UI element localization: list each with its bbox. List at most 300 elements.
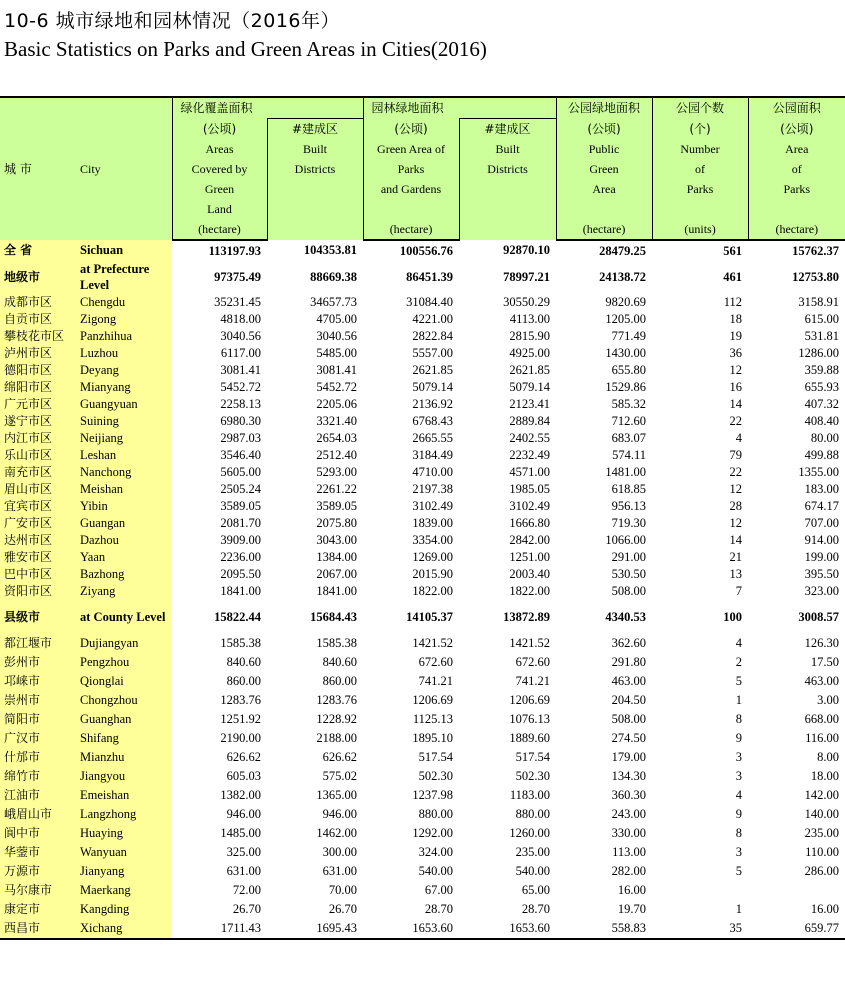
park-green-value: 67.00	[424, 882, 454, 897]
table-row	[0, 824, 845, 843]
green-cover-value: 35231.45	[214, 294, 261, 309]
public-green-value: 530.50	[611, 566, 647, 581]
header-park-area-en1: Area	[748, 139, 845, 159]
table-row	[0, 311, 845, 328]
table-row	[0, 498, 845, 515]
park-green-value: 3102.49	[412, 498, 454, 513]
num-parks-value: 18	[729, 311, 743, 326]
city-name-en: Pengzhou	[74, 653, 172, 672]
num-parks-value: 14	[729, 532, 743, 547]
green-cover-value: 2081.70	[220, 515, 261, 530]
header-green-cover-en1: Areas	[172, 139, 267, 159]
city-name-en: Chongzhou	[74, 691, 172, 710]
park-area-value: 655.93	[804, 379, 840, 394]
park-green-built-value: 1076.13	[509, 711, 551, 726]
num-parks-value: 13	[729, 566, 743, 581]
public-green-value: 712.60	[611, 413, 647, 428]
header-city-en: City	[74, 97, 172, 240]
park-area-value: 395.50	[804, 566, 840, 581]
park-green-built-value: 92870.10	[503, 243, 551, 257]
green-cover-value: 626.62	[226, 749, 261, 764]
green-cover-built-value: 3081.41	[316, 362, 358, 377]
header-num-parks-en3: Parks	[652, 179, 748, 199]
park-green-value: 502.30	[418, 768, 454, 783]
park-area-value: 286.00	[804, 863, 840, 878]
table-row	[0, 515, 845, 532]
green-cover-value: 15822.44	[214, 609, 261, 624]
header-green-cover-en4: Land	[172, 199, 267, 219]
num-parks-value: 12	[729, 362, 743, 377]
public-green-value: 28479.25	[599, 243, 647, 258]
park-green-built-value: 741.21	[515, 673, 551, 688]
city-name-cn: 德阳市区	[0, 362, 74, 379]
green-cover-built-value: 626.62	[322, 749, 358, 764]
num-parks-value: 4	[735, 635, 743, 650]
green-cover-built-value: 1228.92	[316, 711, 358, 726]
green-cover-built-value: 631.00	[322, 863, 358, 878]
park-area-value: 3.00	[817, 692, 840, 707]
green-cover-value: 1382.00	[220, 787, 261, 802]
header-green-cover-en3: Green	[172, 179, 267, 199]
green-cover-built-value: 1283.76	[316, 692, 358, 707]
table-row	[0, 362, 845, 379]
park-green-built-value: 502.30	[515, 768, 551, 783]
city-name-en: Mianzhu	[74, 748, 172, 767]
green-cover-built-value: 88669.38	[310, 269, 358, 284]
header-num-parks-en1: Number	[652, 139, 748, 159]
header-green-cover-unit-en: (hectare)	[172, 219, 267, 240]
city-name-cn: 泸州市区	[0, 345, 74, 362]
city-name-en: Ziyang	[74, 583, 172, 600]
park-area-value: 235.00	[804, 825, 840, 840]
header-num-parks-cn: 公园个数	[652, 97, 748, 119]
park-green-value: 540.00	[418, 863, 454, 878]
city-name-cn: 广安市区	[0, 515, 74, 532]
city-name-en: Luzhou	[74, 345, 172, 362]
park-green-value: 1822.00	[412, 583, 454, 598]
green-cover-value: 3081.41	[220, 362, 261, 377]
park-green-value: 2136.92	[412, 396, 454, 411]
park-green-value: 1292.00	[412, 825, 454, 840]
header-num-parks-unit-en: (units)	[652, 219, 748, 240]
public-green-value: 508.00	[611, 711, 647, 726]
num-parks-value: 28	[729, 498, 743, 513]
header-park-green-en3: and Gardens	[363, 179, 459, 199]
green-cover-built-value: 300.00	[322, 844, 358, 859]
park-green-built-value: 2815.90	[509, 328, 551, 343]
city-name-en: Mianyang	[74, 379, 172, 396]
num-parks-value: 5	[735, 673, 743, 688]
header-city-cn: 城 市	[0, 97, 74, 240]
city-name-en: Yaan	[74, 549, 172, 566]
park-green-built-value: 2842.00	[509, 532, 551, 547]
num-parks-value: 2	[735, 654, 743, 669]
park-green-built-value: 28.70	[521, 901, 551, 916]
header-num-parks-en2: of	[652, 159, 748, 179]
num-parks-value: 12	[729, 515, 743, 530]
header-public-green-en3: Area	[556, 179, 652, 199]
num-parks-value: 1	[735, 692, 743, 707]
table-row	[0, 600, 845, 634]
city-name-cn: 内江市区	[0, 430, 74, 447]
city-name-en: Meishan	[74, 481, 172, 498]
green-cover-value: 1711.43	[172, 919, 267, 939]
city-name-en: Jiangyou	[74, 767, 172, 786]
public-green-value: 1066.00	[605, 532, 647, 547]
city-name-en: Sichuan	[74, 240, 172, 260]
public-green-value: 16.00	[617, 882, 647, 897]
park-green-built-value: 4571.00	[509, 464, 551, 479]
park-green-value: 324.00	[418, 844, 454, 859]
city-name-cn: 绵竹市	[0, 767, 74, 786]
public-green-value: 291.00	[611, 549, 647, 564]
public-green-value: 719.30	[611, 515, 647, 530]
num-parks-value: 4	[735, 787, 743, 802]
table-row	[0, 240, 845, 260]
public-green-value: 282.00	[611, 863, 647, 878]
park-green-built-value: 1822.00	[509, 583, 551, 598]
table-row	[0, 786, 845, 805]
green-cover-value: 1283.76	[220, 692, 261, 707]
green-cover-built-value: 2188.00	[316, 730, 358, 745]
city-name-cn: 什邡市	[0, 748, 74, 767]
header-park-green-en2: Parks	[363, 159, 459, 179]
public-green-value: 360.30	[611, 787, 647, 802]
park-green-built-value: 65.00	[521, 882, 551, 897]
park-area-value: 199.00	[804, 549, 840, 564]
city-name-cn: 峨眉山市	[0, 805, 74, 824]
num-parks-value: 7	[735, 583, 743, 598]
green-cover-built-value: 1365.00	[316, 787, 358, 802]
park-green-value: 28.70	[424, 901, 454, 916]
city-name-cn: 康定市	[0, 900, 74, 919]
table-row	[0, 805, 845, 824]
header-park-green-cn: 园林绿地面积	[363, 97, 556, 119]
green-cover-value: 5452.72	[220, 379, 261, 394]
num-parks-value: 8	[735, 711, 743, 726]
table-row	[0, 767, 845, 786]
park-area-value: 499.88	[804, 447, 840, 462]
park-green-value: 1206.69	[412, 692, 454, 707]
statistics-table	[0, 96, 845, 940]
green-cover-built-value: 840.60	[322, 654, 358, 669]
park-green-built-value: 517.54	[515, 749, 551, 764]
park-green-built-value: 1666.80	[509, 515, 551, 530]
green-cover-value: 3040.56	[220, 328, 261, 343]
green-cover-value: 2236.00	[220, 549, 261, 564]
header-public-green-en1: Public	[556, 139, 652, 159]
header-built2: #建成区 Built Districts	[459, 119, 556, 240]
city-name-cn: 达州市区	[0, 532, 74, 549]
public-green-value: 4340.53	[605, 609, 647, 624]
city-name-cn: 西昌市	[0, 919, 74, 939]
park-green-built-value: 1421.52	[509, 635, 551, 650]
num-parks-value: 9	[735, 806, 743, 821]
header-park-area-cn: 公园面积	[748, 97, 845, 119]
table-row	[0, 653, 845, 672]
num-parks-value	[652, 881, 748, 900]
header-public-green-en2: Green	[556, 159, 652, 179]
park-green-built-value: 2889.84	[509, 413, 551, 428]
park-green-built-value: 2232.49	[509, 447, 551, 462]
city-name-cn: 简阳市	[0, 710, 74, 729]
public-green-value: 1205.00	[605, 311, 647, 326]
green-cover-built-value: 5452.72	[316, 379, 358, 394]
header-green-cover-en2: Covered by	[172, 159, 267, 179]
public-green-value: 956.13	[611, 498, 647, 513]
city-name-en: Guanghan	[74, 710, 172, 729]
city-name-en: Suining	[74, 413, 172, 430]
table-row	[0, 447, 845, 464]
city-name-cn: 成都市区	[0, 294, 74, 311]
header-park-area-unit: (公顷)	[748, 119, 845, 139]
park-area-value: 110.00	[805, 844, 840, 859]
public-green-value: 508.00	[611, 583, 647, 598]
park-green-built-value: 78997.21	[503, 269, 551, 284]
park-area-value: 183.00	[804, 481, 840, 496]
city-name-cn: 巴中市区	[0, 566, 74, 583]
table-row	[0, 464, 845, 481]
city-name-cn: 宜宾市区	[0, 498, 74, 515]
green-cover-built-value: 3589.05	[316, 498, 358, 513]
green-cover-value: 2190.00	[220, 730, 261, 745]
park-green-value: 880.00	[418, 806, 454, 821]
city-name-en: Emeishan	[74, 786, 172, 805]
green-cover-built-value: 3040.56	[316, 328, 358, 343]
park-green-value: 1421.52	[412, 635, 454, 650]
city-name-cn: 全 省	[0, 240, 74, 260]
public-green-value: 463.00	[611, 673, 647, 688]
city-name-cn: 邛崃市	[0, 672, 74, 691]
park-green-value: 14105.37	[406, 609, 454, 624]
park-area-value: 17.50	[810, 654, 840, 669]
park-green-value: 2822.84	[412, 328, 454, 343]
green-cover-value: 1485.00	[220, 825, 261, 840]
city-name-en: Dazhou	[74, 532, 172, 549]
green-cover-built-value: 1585.38	[316, 635, 358, 650]
city-name-en: Deyang	[74, 362, 172, 379]
city-name-cn: 资阳市区	[0, 583, 74, 600]
city-name-cn: 阆中市	[0, 824, 74, 843]
green-cover-value: 840.60	[226, 654, 261, 669]
city-name-cn: 攀枝花市区	[0, 328, 74, 345]
park-green-built-value: 30550.29	[503, 294, 551, 309]
city-name-en: Langzhong	[74, 805, 172, 824]
public-green-value: 134.30	[611, 768, 647, 783]
city-name-en: Neijiang	[74, 430, 172, 447]
page-title-cn: 10-6 城市绿地和园林情况（2016年）	[4, 10, 341, 32]
table-row	[0, 328, 845, 345]
green-cover-value: 2258.13	[220, 396, 261, 411]
park-green-built-value: 235.00	[515, 844, 551, 859]
public-green-value: 274.50	[611, 730, 647, 745]
park-green-value: 2015.90	[412, 566, 454, 581]
park-area-value: 407.32	[804, 396, 840, 411]
city-name-cn: 雅安市区	[0, 549, 74, 566]
green-cover-built-value: 1384.00	[316, 549, 358, 564]
city-name-en: Kangding	[74, 900, 172, 919]
green-cover-value: 3909.00	[220, 532, 261, 547]
park-green-built-value: 4113.00	[509, 311, 551, 326]
header-park-area-en2: of	[748, 159, 845, 179]
city-name-cn: 绵阳市区	[0, 379, 74, 396]
park-green-built-value: 1653.60	[459, 919, 556, 939]
park-area-value: 12753.80	[792, 269, 840, 284]
num-parks-value: 461	[723, 269, 743, 284]
header-green-cover-cn: 绿化覆盖面积	[172, 97, 363, 119]
park-green-built-value: 1183.00	[509, 787, 551, 802]
public-green-value: 1430.00	[605, 345, 647, 360]
city-name-cn: 地级市	[0, 260, 74, 294]
green-cover-value: 946.00	[226, 806, 261, 821]
park-area-value: 3008.57	[798, 609, 840, 624]
park-green-built-value: 540.00	[515, 863, 551, 878]
green-cover-value: 631.00	[226, 863, 261, 878]
public-green-value: 291.80	[611, 654, 647, 669]
park-green-built-value: 1251.00	[509, 549, 551, 564]
green-cover-value: 2095.50	[220, 566, 261, 581]
city-name-en: Nanchong	[74, 464, 172, 481]
num-parks-value: 22	[729, 464, 743, 479]
city-name-cn: 广汉市	[0, 729, 74, 748]
park-area-value: 463.00	[804, 673, 840, 688]
header-park-area-en3: Parks	[748, 179, 845, 199]
park-green-built-value: 4925.00	[509, 345, 551, 360]
park-green-value: 5557.00	[412, 345, 454, 360]
green-cover-built-value: 4705.00	[316, 311, 358, 326]
park-area-value: 1286.00	[798, 345, 840, 360]
green-cover-built-value: 3321.40	[316, 413, 358, 428]
park-area-value: 408.40	[804, 413, 840, 428]
park-green-value: 672.60	[418, 654, 454, 669]
num-parks-value: 14	[729, 396, 743, 411]
park-green-value: 31084.40	[406, 294, 454, 309]
city-name-en: Zigong	[74, 311, 172, 328]
park-green-value: 3354.00	[412, 532, 454, 547]
city-name-en: Qionglai	[74, 672, 172, 691]
green-cover-value: 2987.03	[220, 430, 261, 445]
park-area-value: 80.00	[810, 430, 840, 445]
num-parks-value: 21	[729, 549, 743, 564]
green-cover-built-value: 1462.00	[316, 825, 358, 840]
header-park-green-unit: (公顷)	[363, 119, 459, 139]
park-green-value: 517.54	[418, 749, 454, 764]
city-name-cn: 都江堰市	[0, 634, 74, 653]
green-cover-value: 97375.49	[214, 269, 261, 284]
header-public-green-cn: 公园绿地面积	[556, 97, 652, 119]
table-row	[0, 710, 845, 729]
public-green-value: 179.00	[611, 749, 647, 764]
city-name-cn: 崇州市	[0, 691, 74, 710]
table-row	[0, 481, 845, 498]
table-row	[0, 691, 845, 710]
city-name-en: at Prefecture Level	[74, 260, 172, 294]
park-green-value: 1237.98	[412, 787, 454, 802]
city-name-en: Xichang	[74, 919, 172, 939]
park-area-value: 707.00	[804, 515, 840, 530]
park-area-value: 142.00	[804, 787, 840, 802]
park-area-value: 140.00	[804, 806, 840, 821]
num-parks-value: 1	[735, 901, 743, 916]
table-row	[0, 532, 845, 549]
table-row	[0, 729, 845, 748]
city-name-en: Guangan	[74, 515, 172, 532]
park-area-value: 914.00	[804, 532, 840, 547]
park-area-value: 668.00	[804, 711, 840, 726]
city-name-en: Jianyang	[74, 862, 172, 881]
green-cover-value: 3546.40	[220, 447, 261, 462]
public-green-value: 1481.00	[605, 464, 647, 479]
park-green-value: 1125.13	[412, 711, 454, 726]
header-green-cover-unit: (公顷)	[172, 119, 267, 139]
green-cover-value: 1841.00	[220, 583, 261, 598]
park-green-value: 6768.43	[412, 413, 454, 428]
table-row	[0, 549, 845, 566]
public-green-value: 771.49	[611, 328, 647, 343]
green-cover-value: 6980.30	[220, 413, 261, 428]
city-name-en: Maerkang	[74, 881, 172, 900]
park-area-value: 359.88	[804, 362, 840, 377]
table-row	[0, 843, 845, 862]
city-name-en: Panzhihua	[74, 328, 172, 345]
park-area-value: 674.17	[804, 498, 840, 513]
city-name-en: Yibin	[74, 498, 172, 515]
public-green-value: 330.00	[611, 825, 647, 840]
park-green-built-value: 672.60	[515, 654, 551, 669]
public-green-value: 585.32	[611, 396, 647, 411]
header-park-green-unit-en: (hectare)	[363, 219, 459, 240]
header-num-parks-spacer	[652, 199, 748, 219]
park-area-value: 8.00	[817, 749, 840, 764]
num-parks-value: 3	[735, 749, 743, 764]
table-header	[0, 97, 845, 240]
green-cover-value: 1251.92	[220, 711, 261, 726]
park-green-value: 3184.49	[412, 447, 454, 462]
green-cover-built-value: 2205.06	[316, 396, 358, 411]
green-cover-value: 4818.00	[220, 311, 261, 326]
green-cover-value: 5605.00	[220, 464, 261, 479]
park-green-value: 741.21	[418, 673, 454, 688]
park-green-built-value: 1889.60	[509, 730, 551, 745]
num-parks-value: 16	[729, 379, 743, 394]
num-parks-value: 35	[652, 919, 748, 939]
header-park-area-spacer	[748, 199, 845, 219]
park-area-value: 116.00	[805, 730, 840, 745]
city-name-en: Huaying	[74, 824, 172, 843]
table-row	[0, 881, 845, 900]
city-name-en: Dujiangyan	[74, 634, 172, 653]
city-name-cn: 江油市	[0, 786, 74, 805]
page-title-en: Basic Statistics on Parks and Green Areas in Cities(2016)	[4, 37, 487, 61]
green-cover-value: 2505.24	[220, 481, 261, 496]
park-green-value: 1839.00	[412, 515, 454, 530]
city-name-en: at County Level	[74, 600, 172, 634]
park-area-value: 323.00	[804, 583, 840, 598]
green-cover-value: 1585.38	[220, 635, 261, 650]
table-row	[0, 294, 845, 311]
park-green-value: 2621.85	[412, 362, 454, 377]
num-parks-value: 3	[735, 768, 743, 783]
public-green-value: 618.85	[611, 481, 647, 496]
green-cover-built-value: 575.02	[322, 768, 358, 783]
public-green-value: 362.60	[611, 635, 647, 650]
city-name-cn: 自贡市区	[0, 311, 74, 328]
num-parks-value: 561	[723, 243, 743, 258]
num-parks-value: 12	[729, 481, 743, 496]
green-cover-built-value: 34657.73	[310, 294, 358, 309]
park-green-built-value: 2621.85	[509, 362, 551, 377]
public-green-value: 683.07	[611, 430, 647, 445]
